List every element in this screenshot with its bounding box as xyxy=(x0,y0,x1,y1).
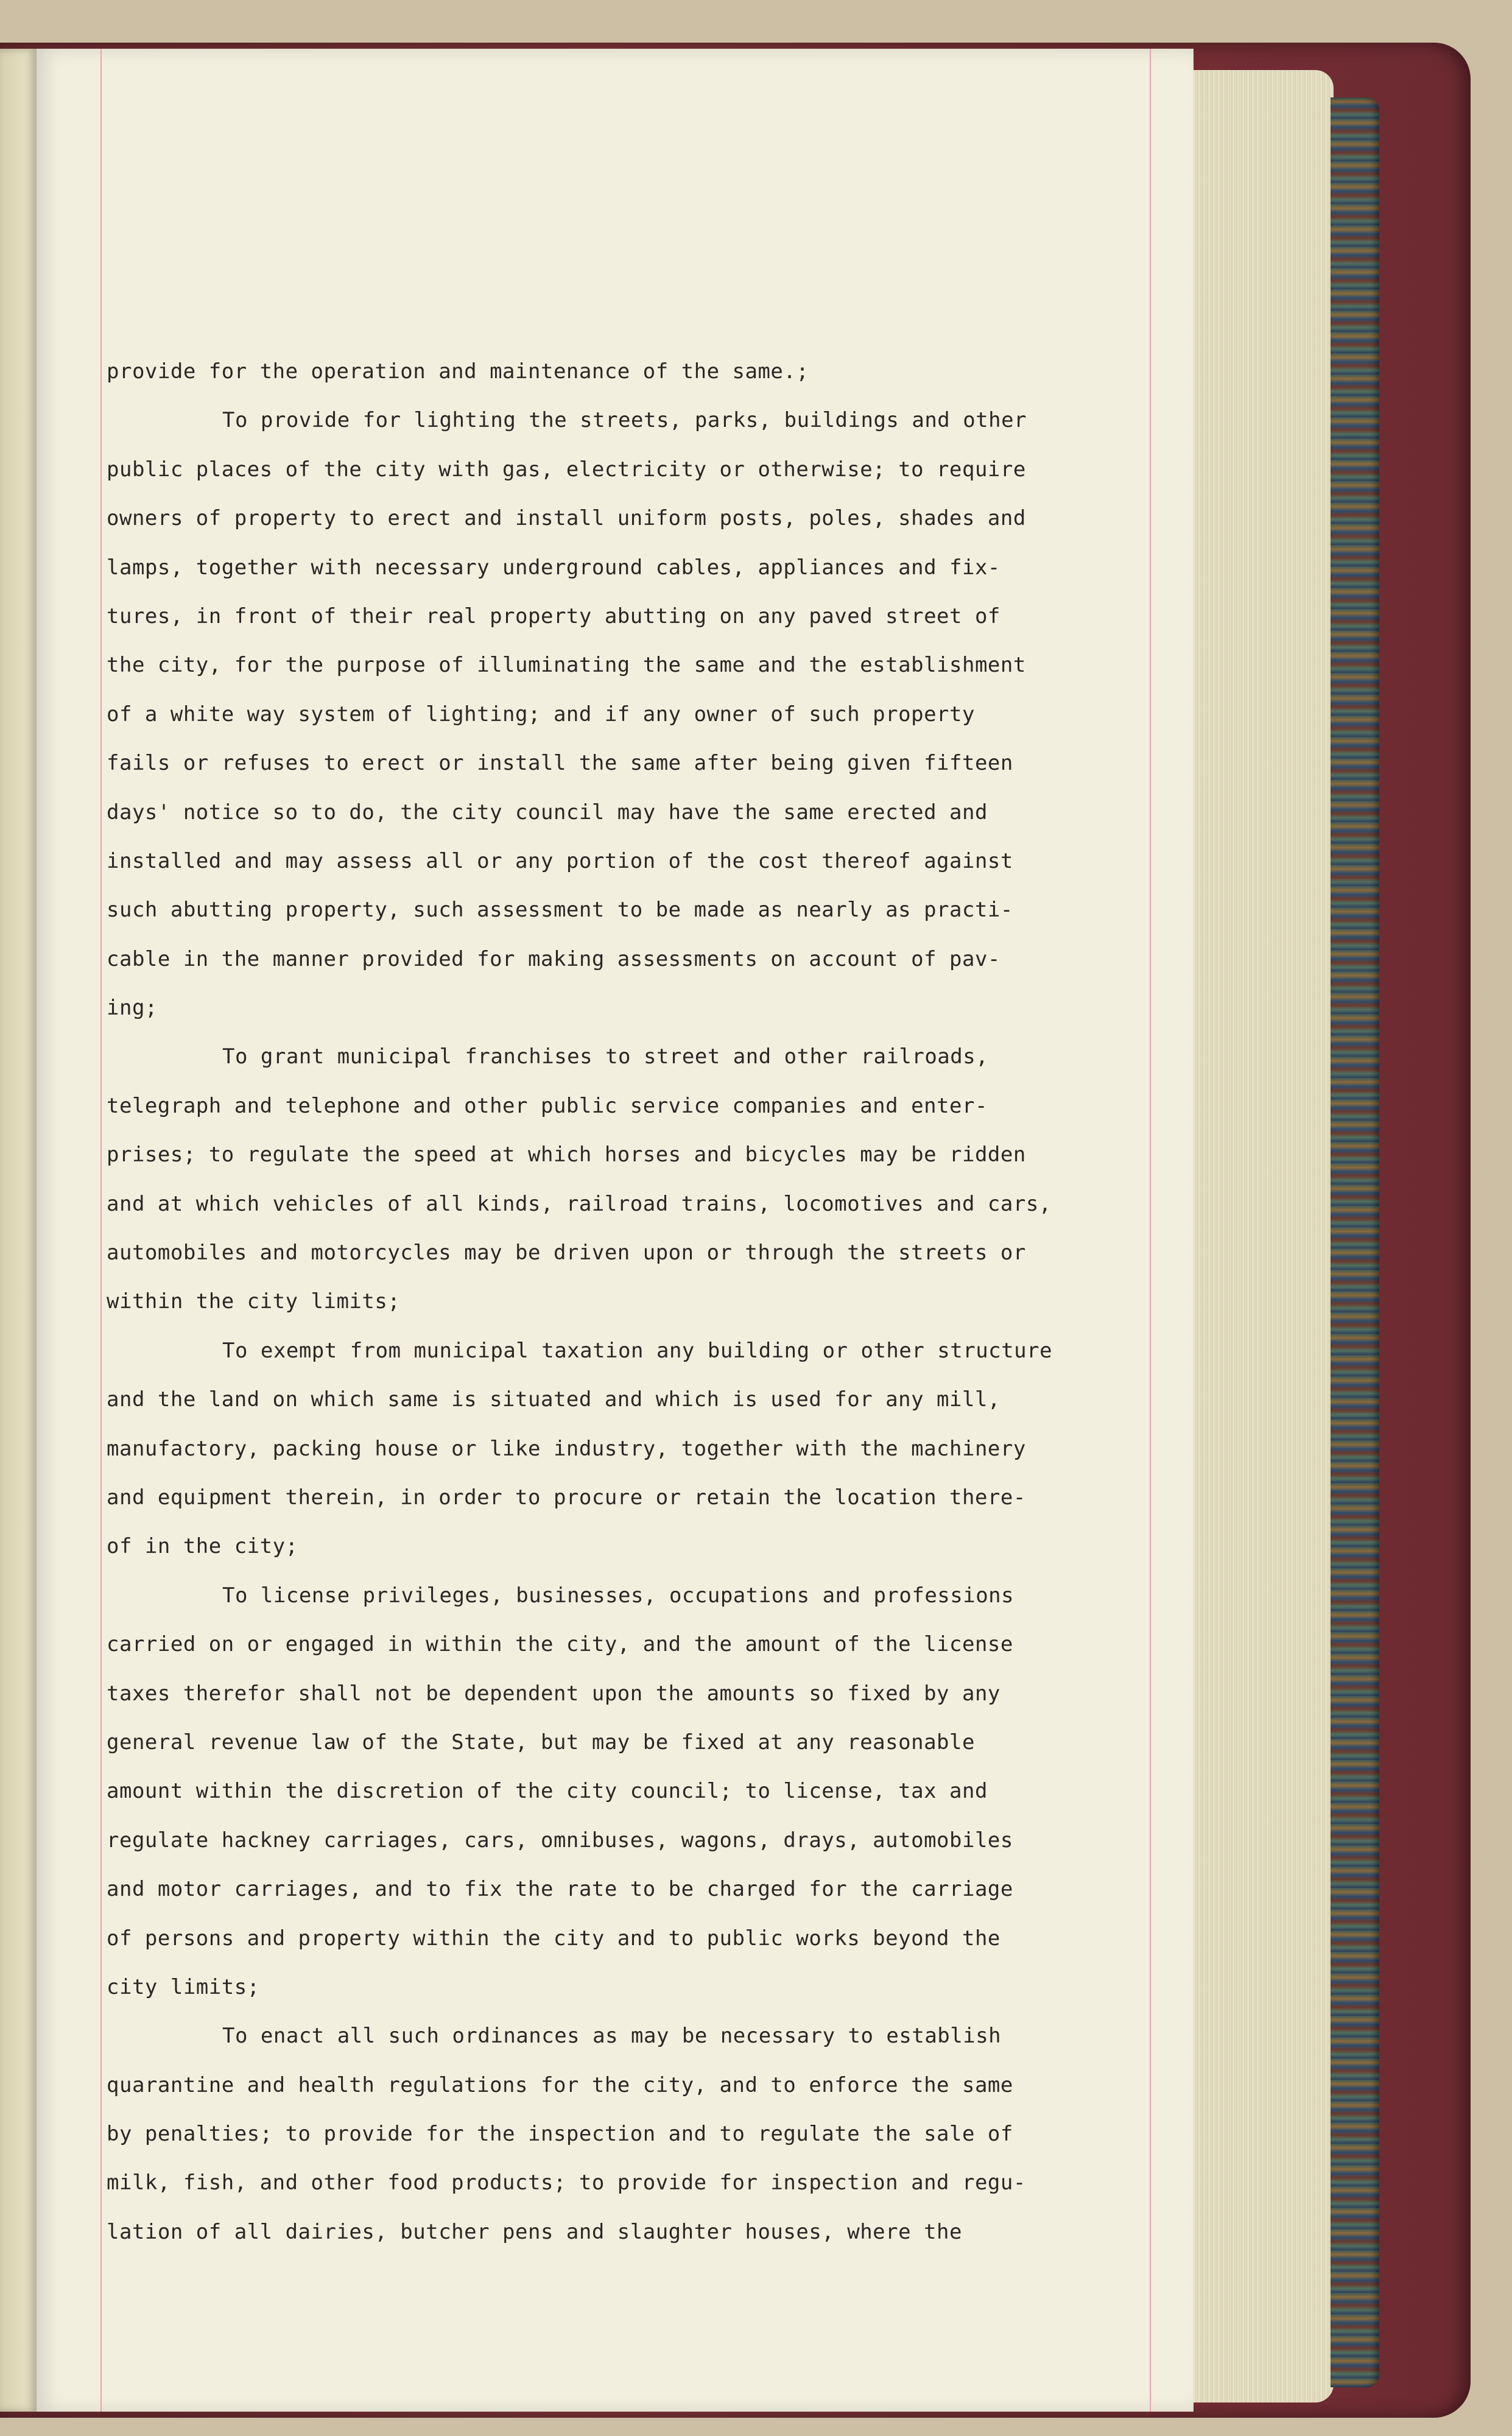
text-line: To enact all such ordinances as may be necessary to establish xyxy=(222,2024,1002,2049)
text-line: provide for the operation and maintenance of the same.; xyxy=(107,359,809,384)
text-line: days' notice so to do, the city council may have the same erected and xyxy=(107,800,988,825)
text-line: To provide for lighting the streets, parks, buildings and other xyxy=(222,408,1027,433)
left-margin-rule xyxy=(100,49,102,2412)
text-line: quarantine and health regulations for the city, and to enforce the same xyxy=(107,2072,1013,2097)
text-line: To grant municipal franchises to street and other railroads, xyxy=(222,1044,989,1069)
text-line: lation of all dairies, butcher pens and slaughter houses, where the xyxy=(107,2219,962,2244)
text-line: automobiles and motorcycles may be driven upon or through the streets or xyxy=(107,1241,1026,1266)
text-line: installed and may assess all or any portion of the cost thereof against xyxy=(107,848,1013,873)
typewritten-text-block xyxy=(107,347,1166,2256)
text-line: regulate hackney carriages, cars, omnibuses, wagons, drays, automobiles xyxy=(107,1828,1013,1853)
page-edges xyxy=(1181,70,1334,2403)
text-line: and at which vehicles of all kinds, railroad trains, locomotives and cars, xyxy=(107,1191,1052,1216)
text-line: and the land on which same is situated and which is used for any mill, xyxy=(107,1387,1000,1412)
text-line: and motor carriages, and to fix the rate to be charged for the carriage xyxy=(107,1877,1013,1902)
text-line: taxes therefor shall not be dependent upon the amounts so fixed by any xyxy=(107,1681,1000,1706)
text-line: public places of the city with gas, electricity or otherwise; to require xyxy=(107,457,1026,482)
text-line: amount within the discretion of the city council; to license, tax and xyxy=(107,1779,988,1804)
text-line: such abutting property, such assessment to be made as nearly as practi- xyxy=(107,898,1013,923)
text-line: fails or refuses to erect or install the same after being given fifteen xyxy=(107,751,1013,776)
left-page-edge xyxy=(0,49,37,2412)
text-line: To license privileges, businesses, occupations and professions xyxy=(222,1583,1014,1608)
text-line: telegraph and telephone and other public service companies and enter- xyxy=(107,1093,988,1118)
text-line: of in the city; xyxy=(107,1534,298,1559)
text-line: general revenue law of the State, but may be fixed at any reasonable xyxy=(107,1730,975,1755)
text-line: lamps, together with necessary underground cables, appliances and fix- xyxy=(107,555,1000,580)
text-line: manufactory, packing house or like industry, together with the machinery xyxy=(107,1436,1026,1461)
text-line: of persons and property within the city and to public works beyond the xyxy=(107,1926,1000,1951)
text-line: cable in the manner provided for making assessments on account of pav- xyxy=(107,946,1000,971)
text-line: To exempt from municipal taxation any building or other structure xyxy=(222,1338,1053,1363)
text-line: owners of property to erect and install uniform posts, poles, shades and xyxy=(107,506,1026,531)
text-line: prises; to regulate the speed at which horses and bicycles may be ridden xyxy=(107,1142,1026,1167)
text-line: of a white way system of lighting; and if any owner of such property xyxy=(107,702,975,727)
text-line: and equipment therein, in order to procure or retain the location there- xyxy=(107,1485,1026,1510)
text-line: city limits; xyxy=(107,1974,260,1999)
text-line: milk, fish, and other food products; to provide for inspection and regu- xyxy=(107,2170,1026,2195)
text-line: carried on or engaged in within the city, and the amount of the license xyxy=(107,1632,1013,1657)
text-line: ing; xyxy=(107,996,158,1021)
text-line: by penalties; to provide for the inspection and to regulate the sale of xyxy=(107,2122,1013,2147)
text-line: tures, in front of their real property abutting on any paved street of xyxy=(107,604,1000,628)
text-line: the city, for the purpose of illuminating the same and the establishment xyxy=(107,653,1026,678)
marbled-edge xyxy=(1331,97,1379,2387)
text-line: within the city limits; xyxy=(107,1289,401,1314)
